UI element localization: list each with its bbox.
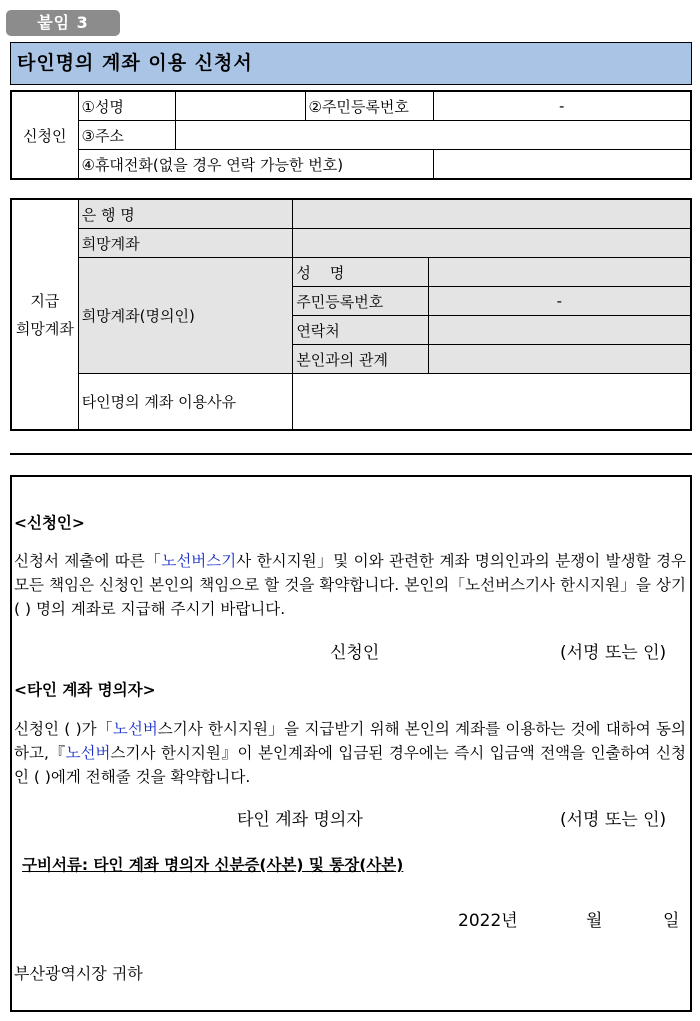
recipient: 부산광역시장 귀하	[14, 964, 143, 983]
required-documents: 구비서류: 타인 계좌 명의자 신분증(사본) 및 통장(사본)	[22, 856, 404, 874]
applicant-table	[10, 90, 692, 180]
holder-relation-label: 본인과의 관계	[293, 345, 428, 374]
attachment-badge: 붙임 3	[6, 10, 120, 36]
declaration-box	[10, 475, 692, 1012]
holder-name-field[interactable]	[428, 258, 691, 287]
reason-field[interactable]	[293, 374, 691, 431]
date-day: 일	[663, 911, 680, 931]
name-field[interactable]	[175, 91, 305, 121]
payment-account-table	[10, 198, 692, 431]
holder-heading: <타인 계좌 명의자>	[14, 681, 156, 699]
name-label: ①성명	[78, 91, 175, 121]
address-field[interactable]	[175, 121, 691, 150]
account-label: 희망계좌	[78, 229, 293, 258]
applicant-sign-note: (서명 또는 인)	[560, 643, 667, 663]
holder-statement: 신청인 ( )가「노선버스기사 한시지원」을 지급받기 위해 본인의 계좌를 이용하는 것에 대하여 동의하고,『노선버스기사 한시지원』이 본인계좌에 입금된 경우에는 즉시 입금액 전액을 인출하여 신청인 ( )에게 전해줄 것을 확약합니다.	[14, 720, 686, 786]
address-label: ③주소	[78, 121, 175, 150]
applicant-heading: <신청인>	[14, 514, 85, 532]
applicant-section-label: 신청인	[11, 91, 78, 179]
holder-sign-label: 타인 계좌 명의자	[237, 810, 363, 830]
account-field[interactable]	[293, 229, 691, 258]
rrn-label: ②주민등록번호	[305, 91, 433, 121]
form-title: 타인명의 계좌 이용 신청서	[10, 42, 692, 85]
holder-contact-label: 연락처	[293, 316, 428, 345]
date-year: 2022년	[458, 911, 518, 931]
applicant-statement: 신청서 제출에 따른「노선버스기사 한시지원」및 이와 관련한 계좌 명의인과의 분쟁이 발생할 경우 모든 책임은 신청인 본인의 책임으로 할 것을 확약합니다. 본인의「노선버스기사 한시지원」을 상기 ( ) 명의 계좌로 지급해 주시기 바랍니다.	[14, 552, 686, 618]
section-divider	[10, 453, 692, 455]
holder-contact-field[interactable]	[428, 316, 691, 345]
holder-rrn-field[interactable]: -	[428, 287, 691, 316]
phone-field[interactable]	[433, 150, 691, 180]
date-month: 월	[586, 911, 603, 931]
holder-name-label: 성 명	[293, 258, 428, 287]
bank-field[interactable]	[293, 199, 691, 229]
holder-label: 희망계좌(명의인)	[78, 258, 293, 374]
rrn-field[interactable]: -	[433, 91, 691, 121]
holder-relation-field[interactable]	[428, 345, 691, 374]
phone-label: ④휴대전화(없을 경우 연락 가능한 번호)	[78, 150, 433, 180]
reason-label: 타인명의 계좌 이용사유	[78, 374, 293, 431]
holder-sign-note: (서명 또는 인)	[560, 810, 667, 830]
bank-label: 은 행 명	[78, 199, 293, 229]
payment-section-label: 지급 희망계좌	[11, 199, 78, 430]
holder-rrn-label: 주민등록번호	[293, 287, 428, 316]
applicant-sign-label: 신청인	[330, 643, 380, 663]
